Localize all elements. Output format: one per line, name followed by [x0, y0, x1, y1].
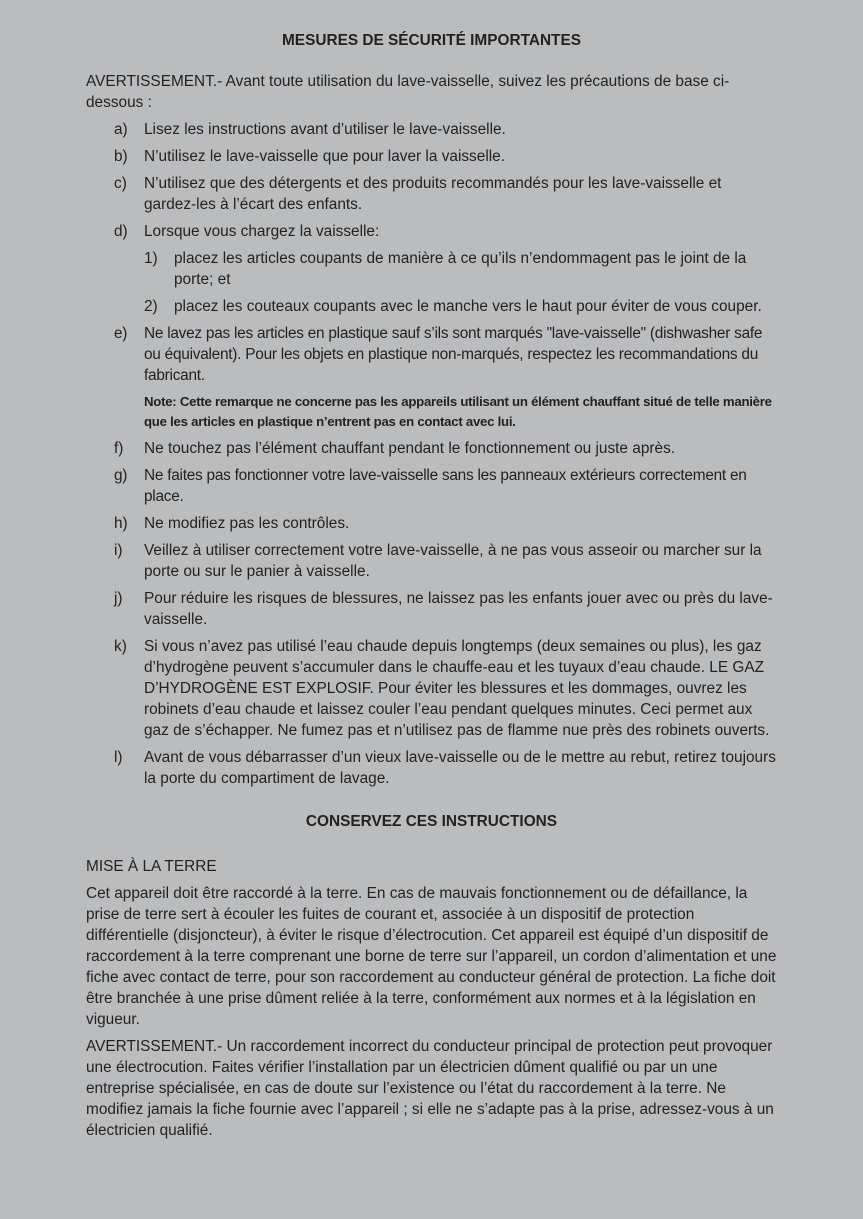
- earthing-warning: AVERTISSEMENT.- Un raccordement incorrect du conducteur principal de protection peut provoquer une électrocution. Faites vérifier l’installation par un électricien dûment qualifié ou par un une entreprise spécialisée, en cas de doute sur l’existence ou l’état du raccordement à la terre. Ne modifiez jamais la fiche fournie avec l’appareil ; si elle ne s’adapte pas à la prise, adressez-vous à un électricien qualifié.: [86, 1038, 774, 1139]
- intro-warning: AVERTISSEMENT.- Avant toute utilisation du lave-vaisselle, suivez les précautions de base ci-dessous :: [86, 73, 730, 111]
- item-text: Pour réduire les risques de blessures, ne laissez pas les enfants jouer avec ou près du lave-vaisselle.: [144, 590, 773, 628]
- list-item: [86, 465, 777, 507]
- conserve-heading: CONSERVEZ CES INSTRUCTIONS: [305, 813, 558, 830]
- page-title: MESURES DE SÉCURITÉ IMPORTANTES: [281, 32, 581, 49]
- list-item: [86, 438, 777, 459]
- safety-list: [86, 119, 777, 789]
- sub-item-text: placez les articles coupants de manière à ce qu’ils n’endommagent pas le joint de la porte; et: [174, 250, 747, 288]
- item-text: Ne lavez pas les articles en plastique sauf s’ils sont marqués "lave-vaisselle" (dishwasher safe ou équivalent). Pour les objets en plastique non-marqués, respectez les recommandations du fabricant.: [144, 325, 763, 384]
- item-marker: k): [114, 638, 127, 655]
- list-item: [86, 513, 777, 534]
- list-item: [86, 636, 777, 741]
- sub-item-text: placez les couteaux coupants avec le manche vers le haut pour éviter de vous couper.: [174, 298, 762, 315]
- sub-list-item: [144, 248, 777, 290]
- item-text: Ne faites pas fonctionner votre lave-vaisselle sans les panneaux extérieurs correctement en place.: [144, 467, 747, 505]
- item-text: Veillez à utiliser correctement votre lave-vaisselle, à ne pas vous asseoir ou marcher sur la porte ou sur le panier à vaisselle.: [144, 542, 762, 580]
- item-marker: f): [114, 440, 124, 457]
- item-marker: j): [114, 590, 123, 607]
- item-text: Ne modifiez pas les contrôles.: [144, 515, 350, 532]
- list-item: [86, 173, 777, 215]
- item-text: Si vous n’avez pas utilisé l’eau chaude depuis longtemps (deux semaines ou plus), les gaz d’hydrogène peuvent s’accumuler dans le chauffe-eau et les tuyaux d’eau chaude. LE GAZ D’HYDROGÈNE EST EXPLOSIF. Pour éviter les blessures et les dommages, ouvrez les robinets d’eau chaude et laissez couler l’eau pendant quelques minutes. Ceci permet aux gaz de s’échapper. Ne fumez pas et n’utilisez pas de flamme nue près des robinets ouverts.: [144, 638, 770, 739]
- list-item: [86, 323, 777, 432]
- sub-item-marker: 1): [144, 250, 158, 267]
- item-marker: l): [114, 749, 123, 766]
- sub-item-marker: 2): [144, 298, 158, 315]
- item-text: N’utilisez le lave-vaisselle que pour laver la vaisselle.: [144, 148, 505, 165]
- item-marker: e): [114, 325, 128, 342]
- item-marker: i): [114, 542, 123, 559]
- list-item: [86, 146, 777, 167]
- earthing-title: MISE À LA TERRE: [86, 858, 217, 875]
- item-marker: b): [114, 148, 128, 165]
- sub-list: [144, 248, 777, 317]
- item-text: Avant de vous débarrasser d’un vieux lave-vaisselle ou de le mettre au rebut, retirez toujours la porte du compartiment de lavage.: [144, 749, 776, 787]
- item-text: Ne touchez pas l’élément chauffant pendant le fonctionnement ou juste après.: [144, 440, 676, 457]
- sub-list-item: [144, 296, 777, 317]
- earthing-paragraph: Cet appareil doit être raccordé à la terre. En cas de mauvais fonctionnement ou de défaillance, la prise de terre sert à écouler les fuites de courant et, associée à un dispositif de protection différentielle (disjoncteur), à éviter le risque d’électrocution. Cet appareil est équipé d’un dispositif de raccordement à la terre comprenant une borne de terre sur l’appareil, un cordon d’alimentation et une fiche avec contact de terre, pour son raccordement au conducteur général de protection. La fiche doit être branchée à une prise dûment reliée à la terre, conformément aux normes et à la législation en vigueur.: [86, 885, 777, 1028]
- item-text: N’utilisez que des détergents et des produits recommandés pour les lave-vaisselle et gardez-les à l’écart des enfants.: [144, 175, 722, 213]
- list-item: [86, 588, 777, 630]
- note-text: Note: Cette remarque ne concerne pas les appareils utilisant un élément chauffant situé de telle manière que les articles en plastique n’entrent pas en contact avec lui.: [144, 394, 772, 429]
- item-marker: d): [114, 223, 128, 240]
- item-marker: c): [114, 175, 127, 192]
- list-item: [86, 540, 777, 582]
- item-text: Lisez les instructions avant d’utiliser le lave-vaisselle.: [144, 121, 506, 138]
- item-text: Lorsque vous chargez la vaisselle:: [144, 223, 380, 240]
- item-marker: a): [114, 121, 128, 138]
- item-marker: g): [114, 467, 128, 484]
- list-item: [86, 119, 777, 140]
- list-item: [86, 221, 777, 317]
- item-marker: h): [114, 515, 128, 532]
- list-item: [86, 747, 777, 789]
